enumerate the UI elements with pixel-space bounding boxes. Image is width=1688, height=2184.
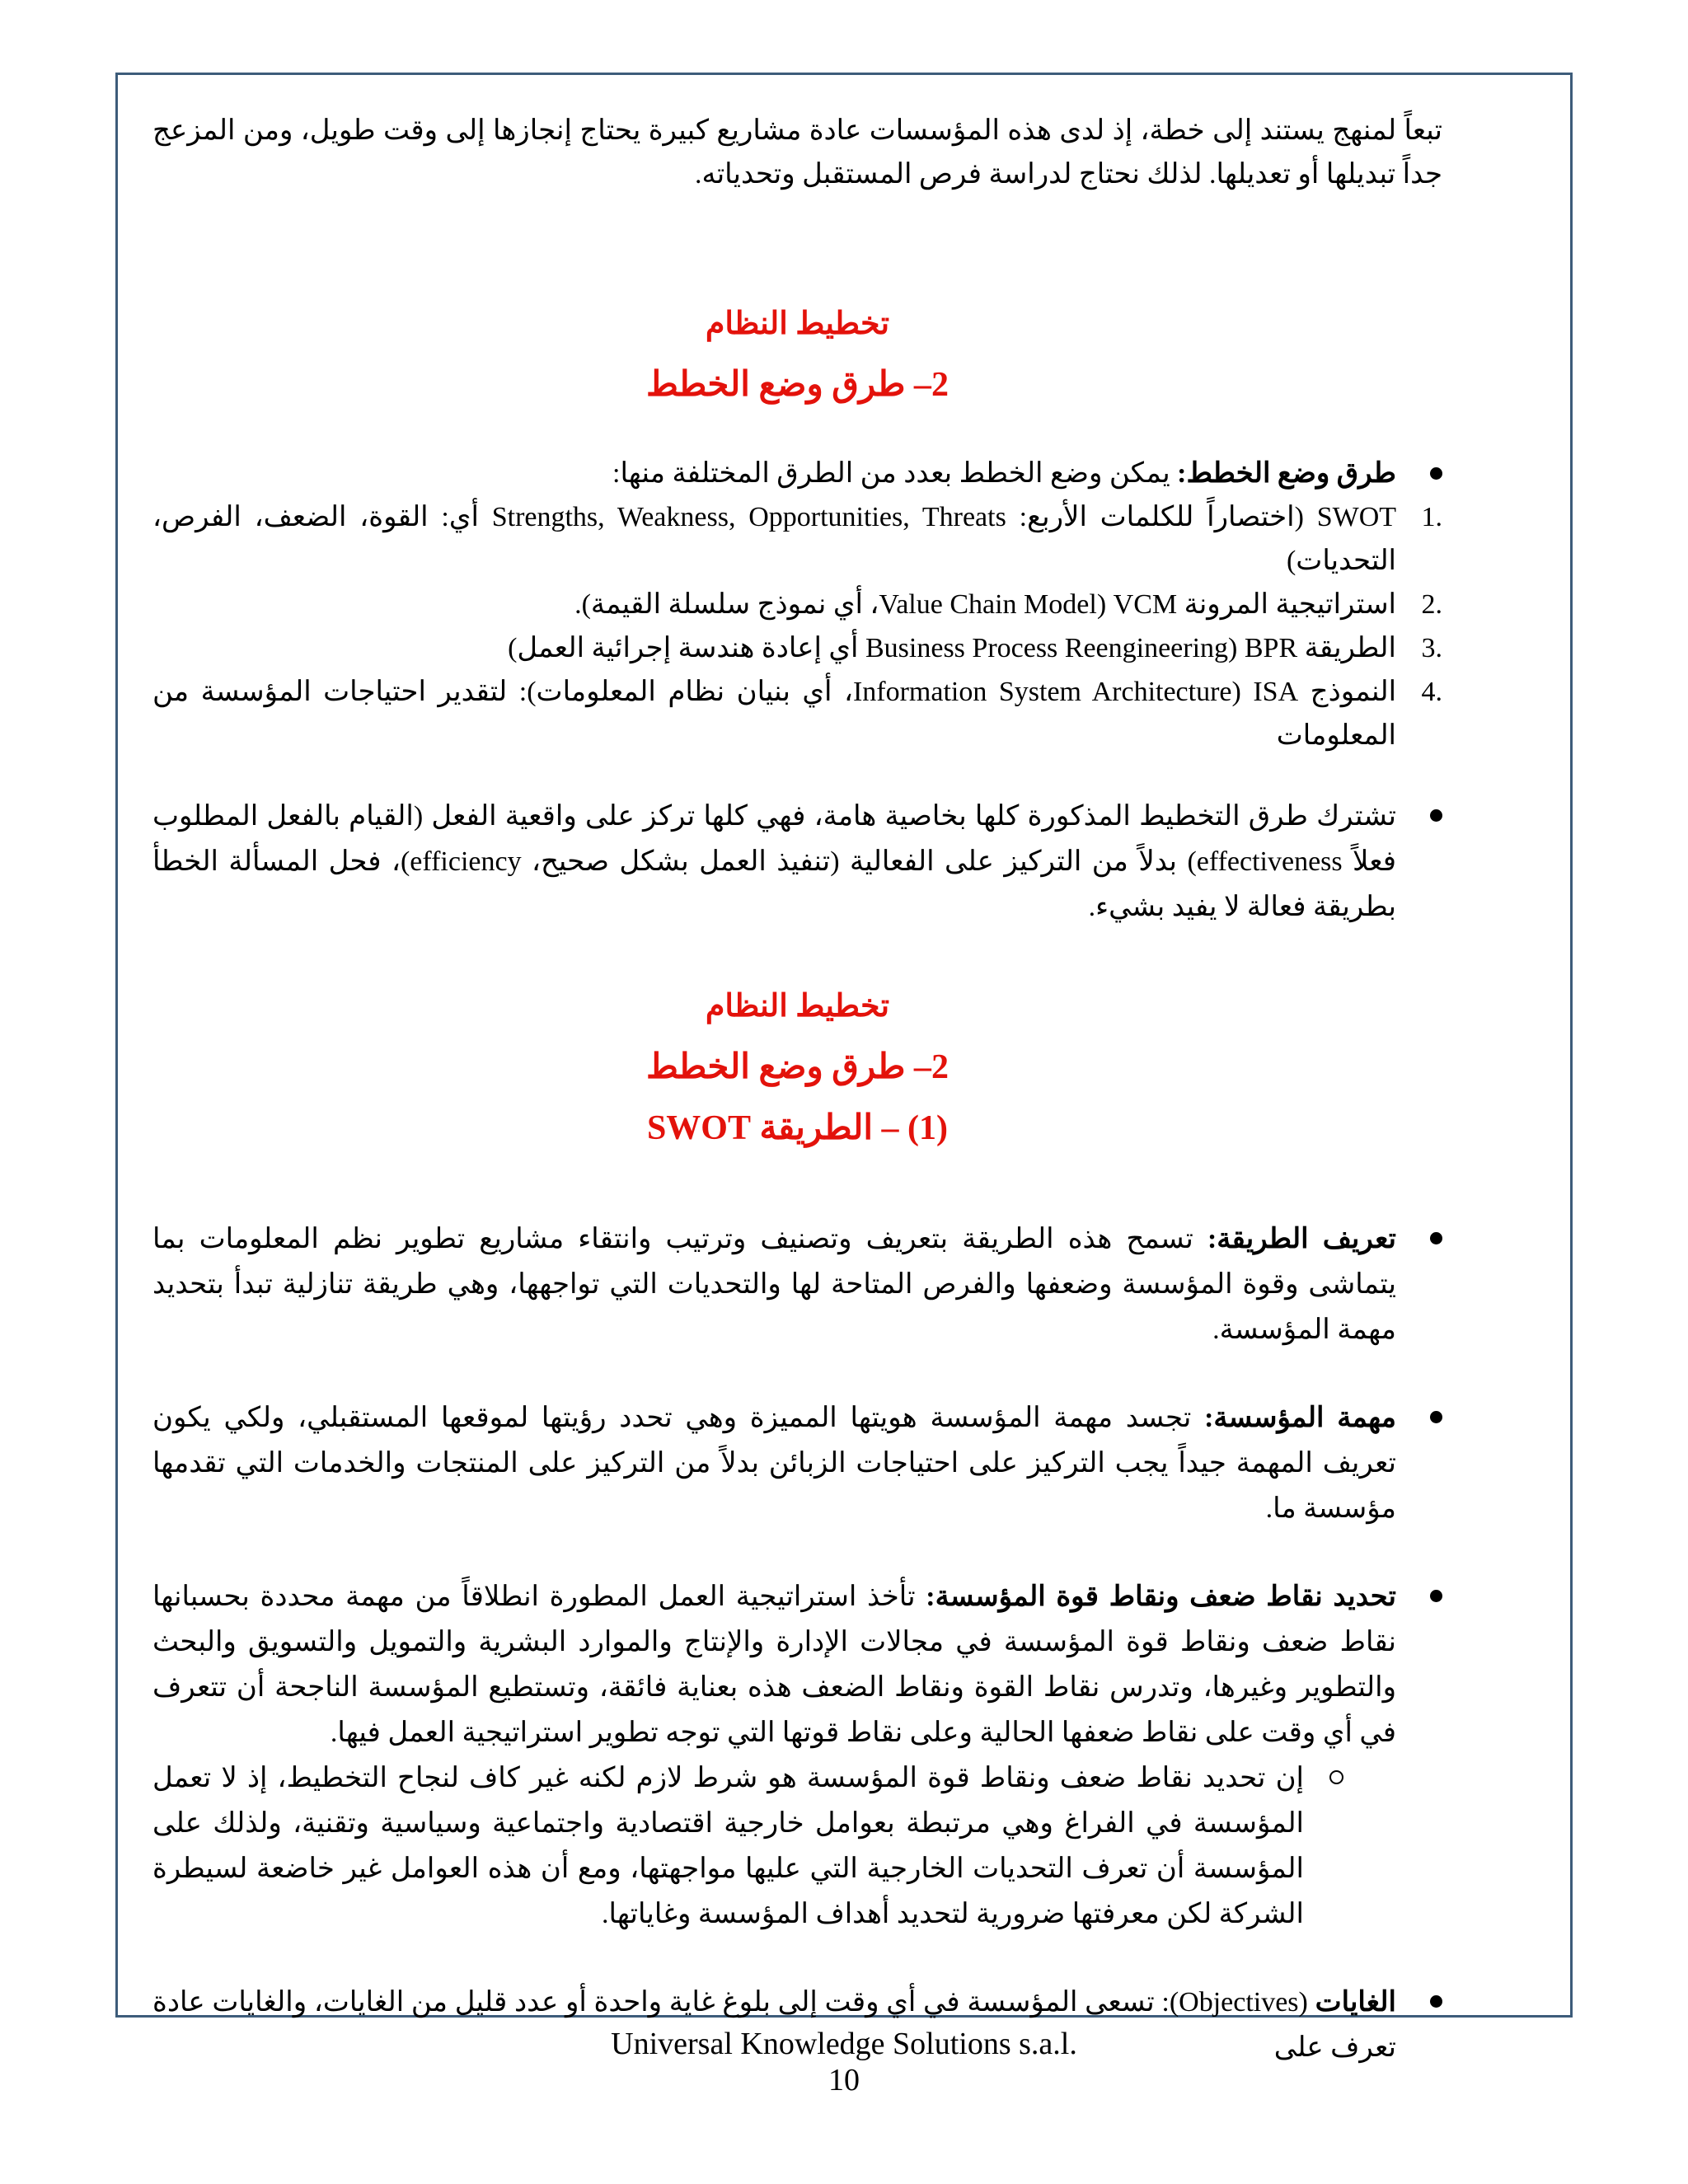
section1-title: تخطيط النظام <box>705 307 890 341</box>
section2-title: تخطيط النظام <box>705 989 890 1024</box>
external-factors-list <box>152 1755 1442 1937</box>
common-feature-item <box>152 794 1442 930</box>
objectives-item: الغايات (Objectives): تسعى المؤسسة في أي وقت إلى بلوغ غاية واحدة أو عدد قليل من الغايات، والغايات عادة تعرف على <box>152 1980 1442 2070</box>
method-item: .3 الطريقة BPR (Business Process Reengineering أي إعادة هندسة إجرائية العمل) <box>508 633 1442 663</box>
method-item: .4 النموذج ISA (Information System Architecture، أي بنيان نظام المعلومات): لتقدير احتياجات المؤسسة من المعلومات <box>152 677 1442 751</box>
section2-subsubtitle: (1) – الطريقة SWOT <box>646 1109 949 1147</box>
section2-subtitle: 2– طرق وضع الخطط <box>646 1048 949 1086</box>
planning-methods-term: طرق وضع الخطط: <box>1177 458 1396 489</box>
intro-paragraph: تبعاً لمنهج يستند إلى خطة، إذ لدى هذه المؤسسات عادة مشاريع كبيرة يحتاج إنجازها إلى وقت طويل، ومن المزعج جداً تبديلها أو تعديلها. لذلك نحتاج لدراسة فرص المستقبل وتحدياته. <box>152 115 1442 190</box>
section1-subtitle: 2– طرق وضع الخطط <box>646 366 949 404</box>
mission-item: مهمة المؤسسة: تجسد مهمة المؤسسة هويتها المميزة وهي تحدد رؤيتها لموقعها المستقبلي، ولكي يكون تعريف المهمة جيداً يجب التركيز على احتياجات الزبائن بدلاً من التركيز على المنتجات والخدمات التي تقدمها مؤسسة ما. <box>152 1395 1442 1531</box>
strengths-weaknesses-item: تحديد نقاط ضعف ونقاط قوة المؤسسة: تأخذ استراتيجية العمل المطورة انطلاقاً من مهمة محددة بحسبانها نقاط ضعف ونقاط قوة المؤسسة في مجالات الإدارة والإنتاج والموارد البشرية والتمويل والتسويق والبحث والتطوير وغيرها، وتدرس نقاط القوة ونقاط الضعف هذه بعناية فائقة، وتستطيع المؤسسة الناجحة أن تتعرف في أي وقت على نقاط ضعفها الحالية وعلى نقاط قوتها التي توجه تطوير استراتيجية العمل فيها. إن تحديد نقاط ضعف ونقاط قوة المؤسسة هو شرط لازم لكنه غير كاف لنجاح التخطيط، إذ لا تعمل المؤسسة في الفراغ وهي مرتبطة بعوامل خارجية اقتصادية واجتماعية وسياسية وتقنية، ولذلك على المؤسسة أن تعرف التحديات الخارجية التي عليها مواجهتها، ومع أن هذه العوامل غير خاضعة لسيطرة الشركة لكن معرفتها ضرورية لتحديد أهداف المؤسسة وغاياتها. <box>152 1574 1442 1937</box>
footer-page-number: 10 <box>828 2063 860 2097</box>
common-feature-text: تشترك طرق التخطيط المذكورة كلها بخاصية هامة، فهي كلها تركز على واقعية الفعل (القيام بالفعل المطلوب فعلاً effectiveness) بدلاً من التركيز على الفعالية (تنفيذ العمل بشكل صحيح، efficiency)، فحل المسألة الخطأ بطريقة فعالة لا يفيد بشيء. <box>152 801 1396 922</box>
footer-company: Universal Knowledge Solutions s.a.l. <box>611 2027 1077 2061</box>
page-content <box>152 109 1442 2070</box>
planning-methods-item <box>152 452 1442 757</box>
section2-bullets <box>152 1216 1442 2070</box>
external-factors-item: إن تحديد نقاط ضعف ونقاط قوة المؤسسة هو شرط لازم لكنه غير كاف لنجاح التخطيط، إذ لا تعمل المؤسسة في الفراغ وهي مرتبطة بعوامل خارجية اقتصادية واجتماعية وسياسية وتقنية، ولذلك على المؤسسة أن تعرف التحديات الخارجية التي عليها مواجهتها، ومع أن هذه العوامل غير خاضعة لسيطرة الشركة لكن معرفتها ضرورية لتحديد أهداف المؤسسة وغاياتها. <box>152 1755 1345 1937</box>
section1-bullets <box>152 452 1442 930</box>
method-item: .2 استراتيجية المرونة VCM (Value Chain Model، أي نموذج سلسلة القيمة). <box>574 589 1442 620</box>
method-definition-item: تعريف الطريقة: تسمح هذه الطريقة بتعريف وتصنيف وترتيب وانتقاء مشاريع تطوير نظم المعلومات بما يتماشى وقوة المؤسسة وضعفها والفرص المتاحة لها والتحديات التي تواجهها، وهي طريقة تنازلية تبدأ بتحديد مهمة المؤسسة. <box>152 1216 1442 1352</box>
methods-list <box>152 495 1442 757</box>
method-item: .1 SWOT (اختصاراً للكلمات الأربع: Strengths, Weakness, Opportunities, Threats أي: القوة، الضعف، الفرص، التحديات) <box>152 502 1442 576</box>
planning-methods-text: يمكن وضع الخطط بعدد من الطرق المختلفة منها: <box>612 458 1178 489</box>
